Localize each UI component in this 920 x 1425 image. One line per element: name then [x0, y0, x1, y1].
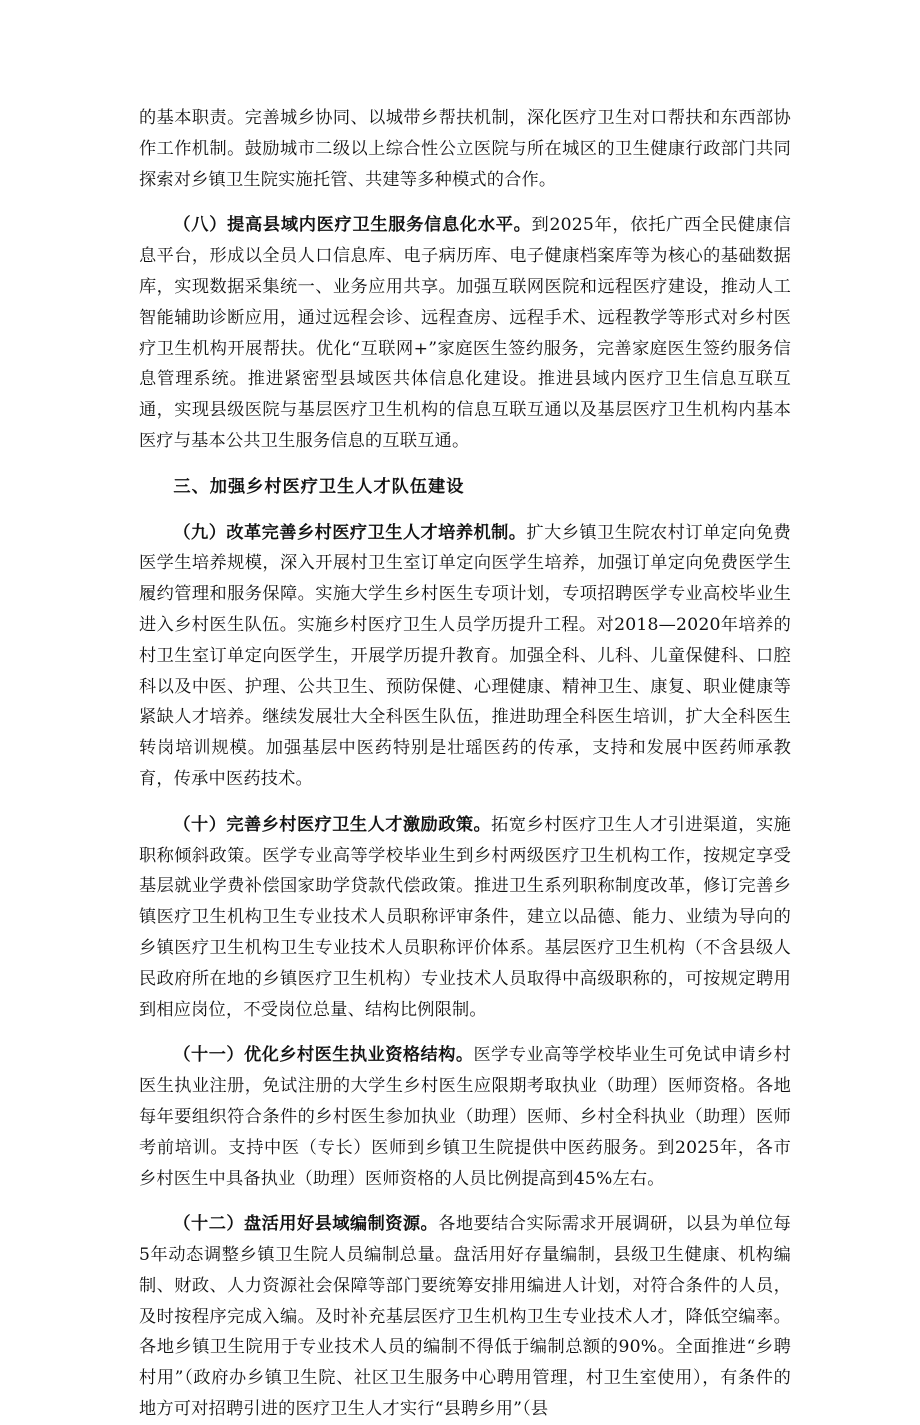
item-8-text: 到2025年，依托广西全民健康信息平台，形成以全员人口信息库、电子病历库、电子健康档案库等为核心的基础数据库，实现数据采集统一、业务应用共享。加强互联网医院和远程医疗建设，推动人工智能辅助诊断应用，通过远程会诊、远程查房、远程手术、远程教学等形式对乡村医疗卫生机构开展帮扶。优化“互联网+”家庭医生签约服务，完善家庭医生签约服务信息管理系统。推进紧密型县域医共体信息化建设。推进县域内医疗卫生信息互联互通，实现县级医院与基层医疗卫生机构的信息互联互通以及基层医疗卫生机构内基本医疗与基本公共卫生服务信息的互联互通。: [139, 215, 791, 451]
paragraph-item-12: [139, 1209, 791, 1425]
paragraph-gap: [139, 795, 791, 810]
item-10-text: 拓宽乡村医疗卫生人才引进渠道，实施职称倾斜政策。医学专业高等学校毕业生到乡村两级医疗卫生机构工作，按规定享受基层就业学费补偿国家助学贷款代偿政策。推进卫生系列职称制度改革，修订完善乡镇医疗卫生机构卫生专业技术人员职称评审条件，建立以品德、能力、业绩为导向的乡镇医疗卫生机构卫生专业技术人员职称评价体系。基层医疗卫生机构（不含县级人民政府所在地的乡镇医疗卫生机构）专业技术人员取得中高级职称的，可按规定聘用到相应岗位，不受岗位总量、结构比例限制。: [139, 814, 791, 1020]
item-9-heading: （九）改革完善乡村医疗卫生人才培养机制。: [173, 522, 527, 543]
document-page: [139, 103, 791, 1425]
paragraph-gap: [139, 195, 791, 210]
paragraph-item-8: [139, 210, 791, 456]
paragraph-continuation: [139, 103, 791, 195]
paragraph-text: 的基本职责。完善城乡协同、以城带乡帮扶机制，深化医疗卫生对口帮扶和东西部协作工作机制。鼓励城市二级以上综合性公立医院与所在城区的卫生健康行政部门共同探索对乡镇卫生院实施托管、共建等多种模式的合作。: [139, 108, 791, 190]
section-heading-3: 三、加强乡村医疗卫生人才队伍建设: [173, 476, 465, 497]
paragraph-item-9: [139, 518, 791, 795]
paragraph-gap: [139, 457, 791, 472]
item-8-heading: （八）提高县域内医疗卫生服务信息化水平。: [173, 215, 532, 236]
paragraph-item-11: [139, 1040, 791, 1194]
item-9-text: 扩大乡镇卫生院农村订单定向免费医学生培养规模，深入开展村卫生室订单定向医学生培养，加强订单定向免费医学生履约管理和服务保障。实施大学生乡村医生专项计划，专项招聘医学专业高校毕业生进入乡村医生队伍。实施乡村医疗卫生人员学历提升工程。对2018—2020年培养的村卫生室订单定向医学生，开展学历提升教育。加强全科、儿科、儿童保健科、口腔科以及中医、护理、公共卫生、预防保健、心理健康、精神卫生、康复、职业健康等紧缺人才培养。继续发展壮大全科医生队伍，推进助理全科医生培训，扩大全科医生转岗培训规模。加强基层中医药特别是壮瑶医药的传承，支持和发展中医药师承教育，传承中医药技术。: [139, 522, 791, 789]
item-12-text: 各地要结合实际需求开展调研，以县为单位每5年动态调整乡镇卫生院人员编制总量。盘活用好存量编制，县级卫生健康、机构编制、财政、人力资源社会保障等部门要统筹安排用编进人计划，对符合条件的人员，及时按程序完成入编。及时补充基层医疗卫生机构卫生专业技术人才，降低空编率。各地乡镇卫生院用于专业技术人员的编制不得低于编制总额的90%。全面推进“乡聘村用”（政府办乡镇卫生院、社区卫生服务中心聘用管理，村卫生室使用），有条件的地方可对招聘引进的医疗卫生人才实行“县聘乡用”（县: [139, 1214, 791, 1420]
item-12-heading: （十二）盘活用好县域编制资源。: [173, 1214, 439, 1235]
paragraph-gap: [139, 503, 791, 518]
paragraph-gap: [139, 1194, 791, 1209]
paragraph-item-10: [139, 810, 791, 1026]
paragraph-gap: [139, 1025, 791, 1040]
item-10-heading: （十）完善乡村医疗卫生人才激励政策。: [173, 814, 492, 835]
item-11-heading: （十一）优化乡村医生执业资格结构。: [173, 1045, 474, 1066]
item-11-text: 医学专业高等学校毕业生可免试申请乡村医生执业注册，免试注册的大学生乡村医生应限期考取执业（助理）医师资格。各地每年要组织符合条件的乡村医生参加执业（助理）医师、乡村全科执业（助理）医师考前培训。支持中医（专长）医师到乡镇卫生院提供中医药服务。到2025年，各市乡村医生中具备执业（助理）医师资格的人员比例提高到45%左右。: [139, 1045, 791, 1189]
